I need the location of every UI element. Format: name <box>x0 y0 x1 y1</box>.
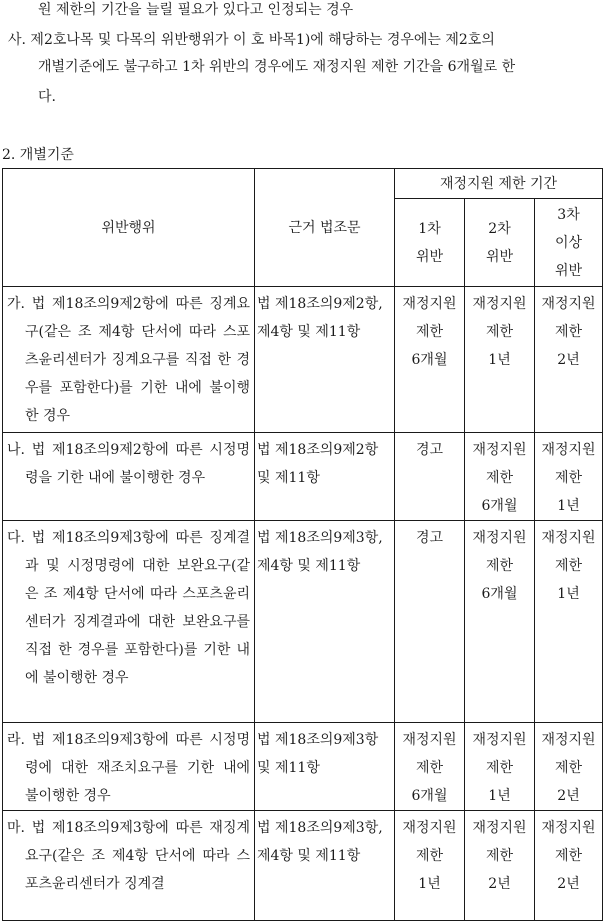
violation-cell <box>3 521 255 723</box>
header-first-line: 위반 <box>415 248 444 265</box>
header-third <box>535 199 603 287</box>
penalty-line: 1년 <box>418 876 441 892</box>
penalty-line: 6개월 <box>481 498 518 514</box>
penalty-line: 제한 <box>415 324 444 340</box>
penalty-line: 제한 <box>485 470 514 486</box>
penalty-line: 1년 <box>488 352 511 368</box>
violation-cell <box>3 723 255 811</box>
penalty-line: 재정지원 <box>472 732 527 748</box>
law-cell: 법 제18조의9제3항, 제4항 및 제11항 <box>255 521 395 723</box>
penalty-line: 제한 <box>554 470 583 486</box>
penalty-line: 1년 <box>557 586 580 602</box>
penalty-line: 제한 <box>554 558 583 574</box>
intro-line-3: 개별기준에도 불구하고 1차 위반의 경우에도 재정지원 제한 기간을 6개월로 한 <box>38 59 516 75</box>
penalty-line: 6개월 <box>411 352 448 368</box>
penalty-line: 제한 <box>485 558 514 574</box>
penalty-first <box>395 521 465 723</box>
header-law: 근거 법조문 <box>255 169 395 287</box>
penalty-second <box>465 433 535 521</box>
penalty-line: 2년 <box>488 876 511 892</box>
violation-text: 가. 법 제18조의9제2항에 따른 징계요구(같은 조 제4항 단서에 따라 스포츠윤리센터가 징계요구를 직접 한 경우를 포함한다)를 기한 내에 불이행한 경우 <box>7 296 250 424</box>
penalty-third <box>535 811 603 921</box>
header-second-line: 2차 <box>488 220 511 237</box>
penalty-line: 재정지원 <box>402 820 457 836</box>
violation-text: 다. 법 제18조의9제3항에 따른 징계결과 및 시정명령에 대한 보완요구(같은 조 제4항 단서에 따라 스포츠윤리센터가 징계결과에 대한 보완요구를 직접 한 경우를 포함한다)를 기한 내에 불이행한 경우 <box>7 530 250 686</box>
penalty-line: 제한 <box>415 760 444 776</box>
penalty-line: 6개월 <box>481 586 518 602</box>
violation-text: 라. 법 제18조의9제3항에 따른 시정명령에 대한 재조치요구를 기한 내에 불이행한 경우 <box>7 732 250 804</box>
penalty-line: 제한 <box>554 324 583 340</box>
law-cell: 법 제18조의9제2항, 제4항 및 제11항 <box>255 287 395 433</box>
penalty-line: 재정지원 <box>402 296 457 312</box>
law-cell: 법 제18조의9제3항, 제4항 및 제11항 <box>255 811 395 921</box>
table-row <box>3 723 603 811</box>
penalty-third <box>535 433 603 521</box>
header-violation: 위반행위 <box>3 169 255 287</box>
penalty-line: 제한 <box>554 848 583 864</box>
table-row <box>3 811 603 921</box>
violation-cell <box>3 287 255 433</box>
penalty-line: 2년 <box>557 352 580 368</box>
intro-line-4: 다. <box>38 89 56 105</box>
penalty-second <box>465 723 535 811</box>
penalty-line: 재정지원 <box>472 442 527 458</box>
criteria-table <box>2 168 603 921</box>
violation-text: 나. 법 제18조의9제2항에 따른 시정명령을 기한 내에 불이행한 경우 <box>7 442 250 486</box>
penalty-second <box>465 521 535 723</box>
penalty-first <box>395 811 465 921</box>
violation-text: 마. 법 제18조의9제3항에 따른 재징계요구(같은 조 제4항 단서에 따라 스포츠윤리센터가 징계결 <box>7 820 250 892</box>
penalty-line: 2년 <box>557 876 580 892</box>
header-second <box>465 199 535 287</box>
header-third-line: 위반 <box>554 262 583 279</box>
penalty-first <box>395 723 465 811</box>
penalty-third <box>535 287 603 433</box>
penalty-third <box>535 723 603 811</box>
penalty-line: 6개월 <box>411 788 448 804</box>
section-title: 2. 개별기준 <box>2 147 74 163</box>
penalty-line: 제한 <box>485 324 514 340</box>
penalty-second <box>465 287 535 433</box>
penalty-line: 재정지원 <box>541 820 596 836</box>
penalty-line: 제한 <box>415 848 444 864</box>
penalty-second <box>465 811 535 921</box>
penalty-line: 제한 <box>485 760 514 776</box>
penalty-line: 경고 <box>415 442 444 458</box>
header-first-line: 1차 <box>418 220 441 237</box>
penalty-line: 재정지원 <box>472 820 527 836</box>
penalty-line: 재정지원 <box>472 296 527 312</box>
penalty-line: 제한 <box>485 848 514 864</box>
penalty-line: 1년 <box>557 498 580 514</box>
penalty-line: 1년 <box>488 788 511 804</box>
penalty-line: 2년 <box>557 788 580 804</box>
penalty-line: 재정지원 <box>541 442 596 458</box>
header-period: 재정지원 제한 기간 <box>395 169 603 199</box>
header-first <box>395 199 465 287</box>
law-cell: 법 제18조의9제3항 및 제11항 <box>255 723 395 811</box>
header-third-line: 3차 <box>557 206 580 223</box>
header-second-line: 위반 <box>485 248 514 265</box>
penalty-third <box>535 521 603 723</box>
intro-line-2: 사. 제2호나목 및 다목의 위반행위가 이 호 바목1)에 해당하는 경우에는 제2호의 <box>8 32 495 48</box>
penalty-line: 제한 <box>554 760 583 776</box>
penalty-first <box>395 433 465 521</box>
penalty-line: 경고 <box>415 530 444 546</box>
table-row <box>3 433 603 521</box>
penalty-line: 재정지원 <box>541 530 596 546</box>
violation-cell <box>3 811 255 921</box>
penalty-line: 재정지원 <box>472 530 527 546</box>
penalty-line: 재정지원 <box>541 296 596 312</box>
penalty-first <box>395 287 465 433</box>
table-row <box>3 287 603 433</box>
law-cell: 법 제18조의9제2항 및 제11항 <box>255 433 395 521</box>
header-third-line: 이상 <box>554 234 583 251</box>
penalty-line: 재정지원 <box>402 732 457 748</box>
penalty-line: 재정지원 <box>541 732 596 748</box>
intro-line-1: 원 제한의 기간을 늘릴 필요가 있다고 인정되는 경우 <box>38 2 354 18</box>
table-row <box>3 521 603 723</box>
violation-cell <box>3 433 255 521</box>
